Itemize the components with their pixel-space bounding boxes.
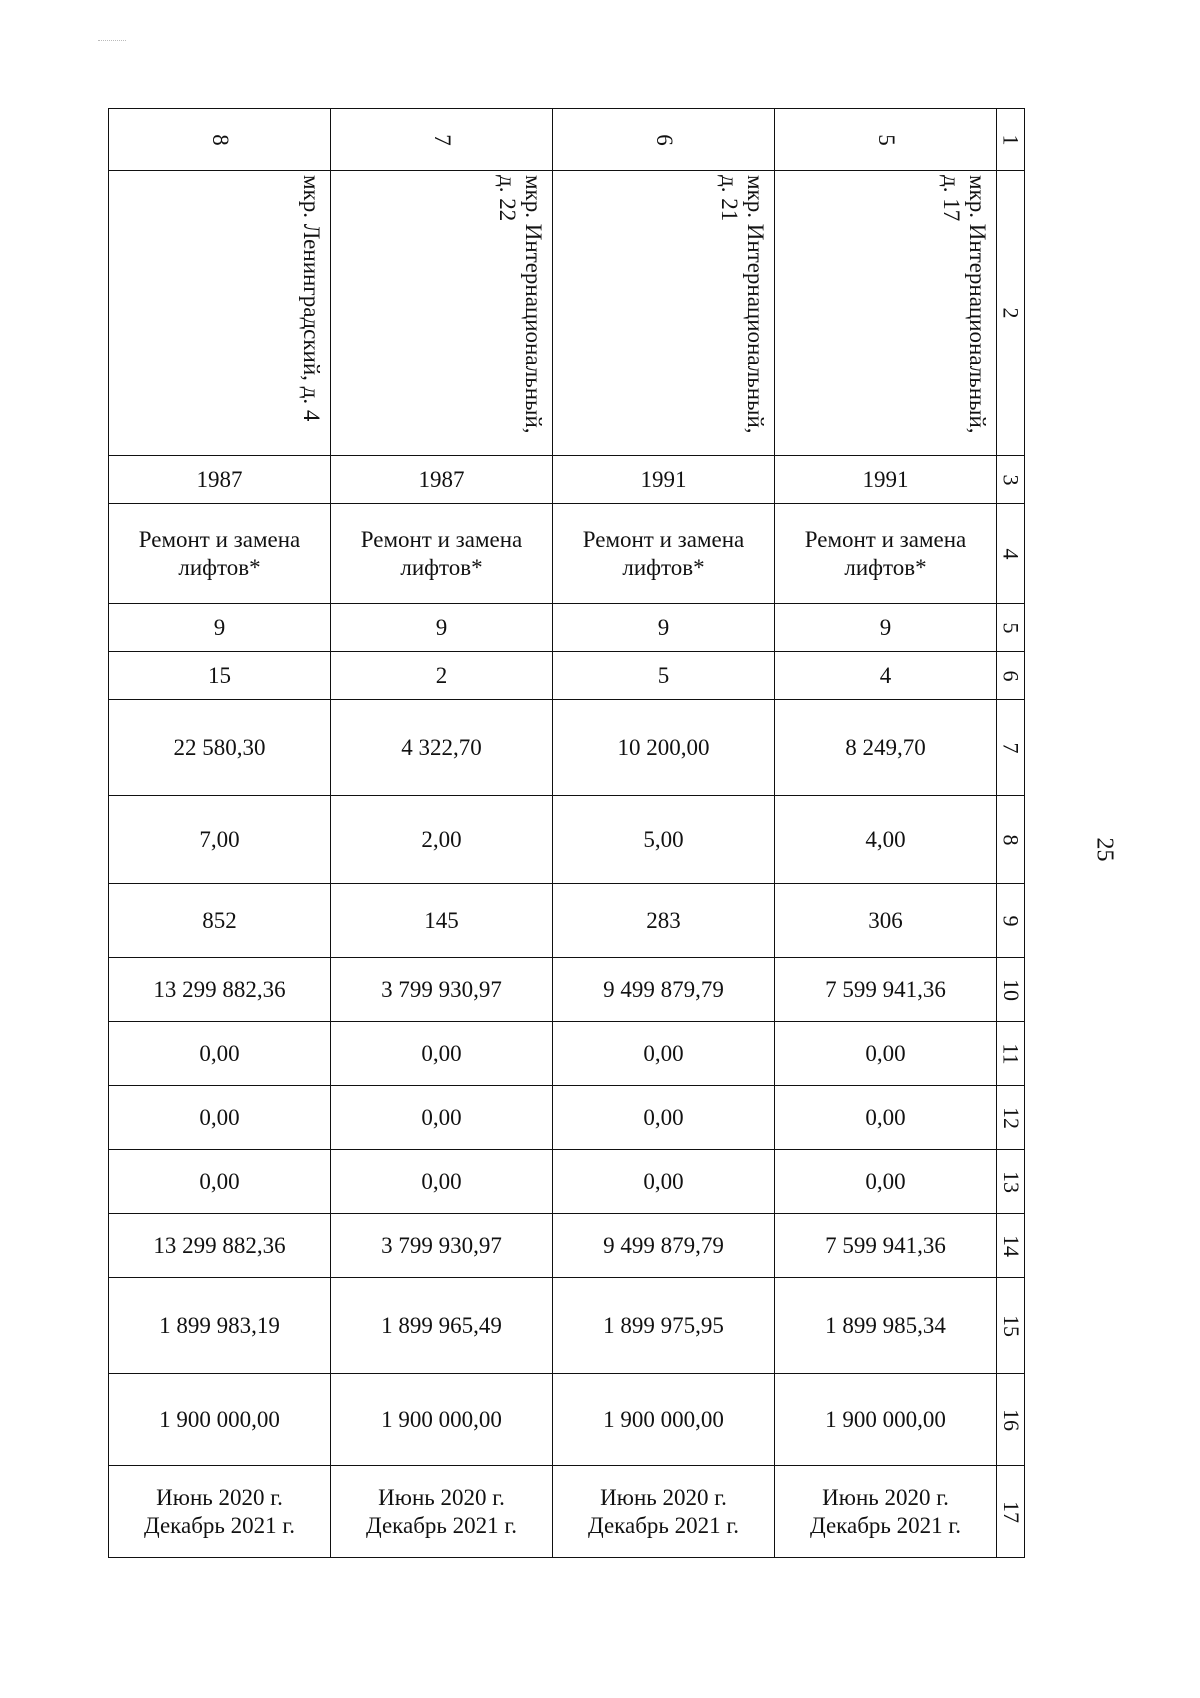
table-cell — [109, 109, 331, 171]
cell-c6: 15 — [109, 652, 331, 700]
cell-c6: 4 — [775, 652, 997, 700]
table-cell — [331, 171, 553, 456]
cell-year: 1987 — [109, 456, 331, 504]
address-text — [494, 175, 546, 434]
column-number-cell — [997, 109, 1025, 171]
cell-c9: 145 — [331, 884, 553, 958]
column-number-cell — [997, 958, 1025, 1022]
table-cell — [109, 171, 331, 456]
cell-c10: 9 499 879,79 — [553, 958, 775, 1022]
cell-c11: 0,00 — [109, 1022, 331, 1086]
cell-c8: 4,00 — [775, 796, 997, 884]
period-end: Декабрь 2021 г. — [366, 1512, 517, 1538]
cell-c10: 13 299 882,36 — [109, 958, 331, 1022]
table-row — [109, 109, 1025, 171]
cell-c6: 5 — [553, 652, 775, 700]
cell-c6: 2 — [331, 652, 553, 700]
column-number: 10 — [998, 978, 1024, 1001]
cell-c11: 0,00 — [775, 1022, 997, 1086]
column-number-cell — [997, 1150, 1025, 1214]
address-line: мкр. Интернациональный, — [521, 175, 546, 434]
cell-c13: 0,00 — [553, 1150, 775, 1214]
table-row — [109, 700, 1025, 796]
cell-c9: 852 — [109, 884, 331, 958]
table-row — [109, 504, 1025, 604]
table-row — [109, 884, 1025, 958]
column-number: 7 — [998, 742, 1024, 753]
address-line: мкр. Ленинградский, д. 4 — [299, 175, 324, 422]
period-end: Декабрь 2021 г. — [810, 1512, 961, 1538]
table-cell — [775, 1466, 997, 1558]
cell-c9: 306 — [775, 884, 997, 958]
column-number: 3 — [998, 474, 1024, 485]
table-row — [109, 652, 1025, 700]
cell-c16: 1 900 000,00 — [775, 1374, 997, 1466]
address-line: мкр. Интернациональный, — [743, 175, 768, 434]
column-number-cell — [997, 652, 1025, 700]
cell-c14: 7 599 941,36 — [775, 1214, 997, 1278]
cell-c10: 3 799 930,97 — [331, 958, 553, 1022]
cell-c12: 0,00 — [553, 1086, 775, 1150]
column-number: 12 — [998, 1106, 1024, 1129]
address-text — [716, 175, 768, 434]
table-row — [109, 1150, 1025, 1214]
column-number: 13 — [998, 1170, 1024, 1193]
page-number: 25 — [1091, 837, 1118, 862]
cell-c14: 3 799 930,97 — [331, 1214, 553, 1278]
table-row — [109, 1278, 1025, 1374]
cell-c14: 13 299 882,36 — [109, 1214, 331, 1278]
column-number: 16 — [998, 1408, 1024, 1431]
table-row — [109, 1022, 1025, 1086]
lift-repair-table — [108, 108, 1025, 1558]
address-text — [938, 175, 990, 434]
address-text — [298, 175, 324, 421]
cell-c16: 1 900 000,00 — [109, 1374, 331, 1466]
address-house: д. 21 — [717, 175, 742, 222]
cell-c7: 22 580,30 — [109, 700, 331, 796]
cell-floors: 9 — [775, 604, 997, 652]
cell-c7: 8 249,70 — [775, 700, 997, 796]
cell-c11: 0,00 — [331, 1022, 553, 1086]
column-number: 8 — [998, 834, 1024, 845]
record-number: 6 — [651, 133, 677, 146]
cell-c11: 0,00 — [553, 1022, 775, 1086]
cell-work: Ремонт и замена лифтов* — [553, 504, 775, 604]
address-house: д. 22 — [495, 175, 520, 222]
column-number-cell — [997, 1466, 1025, 1558]
cell-c10: 7 599 941,36 — [775, 958, 997, 1022]
column-number-cell — [997, 1278, 1025, 1374]
column-number-cell — [997, 796, 1025, 884]
cell-c15: 1 899 985,34 — [775, 1278, 997, 1374]
column-number: 11 — [998, 1042, 1024, 1065]
address-line: мкр. Интернациональный, — [965, 175, 990, 434]
cell-floors: 9 — [109, 604, 331, 652]
cell-c7: 10 200,00 — [553, 700, 775, 796]
cell-c12: 0,00 — [331, 1086, 553, 1150]
column-number: 2 — [998, 307, 1024, 319]
table-row — [109, 1374, 1025, 1466]
cell-year: 1991 — [553, 456, 775, 504]
cell-c16: 1 900 000,00 — [553, 1374, 775, 1466]
period-start: Июнь 2020 г. — [600, 1484, 727, 1510]
cell-c16: 1 900 000,00 — [331, 1374, 553, 1466]
column-number: 15 — [998, 1314, 1024, 1337]
cell-c15: 1 899 983,19 — [109, 1278, 331, 1374]
table-row — [109, 958, 1025, 1022]
cell-c8: 2,00 — [331, 796, 553, 884]
period-end: Декабрь 2021 г. — [144, 1512, 295, 1538]
scan-mark — [98, 40, 126, 43]
table-row — [109, 1214, 1025, 1278]
period-start: Июнь 2020 г. — [822, 1484, 949, 1510]
cell-c9: 283 — [553, 884, 775, 958]
table-cell — [331, 1466, 553, 1558]
cell-c15: 1 899 975,95 — [553, 1278, 775, 1374]
column-number-cell — [997, 1086, 1025, 1150]
column-number: 9 — [998, 915, 1024, 926]
table-row — [109, 604, 1025, 652]
record-number: 8 — [207, 133, 233, 146]
period-start: Июнь 2020 г. — [378, 1484, 505, 1510]
cell-work: Ремонт и замена лифтов* — [775, 504, 997, 604]
table-row — [109, 171, 1025, 456]
column-number-cell — [997, 700, 1025, 796]
cell-c7: 4 322,70 — [331, 700, 553, 796]
cell-c14: 9 499 879,79 — [553, 1214, 775, 1278]
column-number: 4 — [998, 548, 1024, 559]
column-number-cell — [997, 1374, 1025, 1466]
record-number: 7 — [429, 133, 455, 146]
column-number: 17 — [998, 1500, 1024, 1523]
column-number: 14 — [998, 1234, 1024, 1257]
cell-c13: 0,00 — [109, 1150, 331, 1214]
table-cell — [775, 109, 997, 171]
period-end: Декабрь 2021 г. — [588, 1512, 739, 1538]
cell-c12: 0,00 — [775, 1086, 997, 1150]
cell-c8: 5,00 — [553, 796, 775, 884]
column-number-cell — [997, 884, 1025, 958]
table-row — [109, 456, 1025, 504]
table-cell — [109, 1466, 331, 1558]
column-number-cell — [997, 504, 1025, 604]
column-number: 1 — [998, 134, 1024, 145]
cell-work: Ремонт и замена лифтов* — [331, 504, 553, 604]
column-number: 6 — [998, 670, 1024, 681]
column-number-cell — [997, 604, 1025, 652]
cell-c12: 0,00 — [109, 1086, 331, 1150]
cell-floors: 9 — [331, 604, 553, 652]
table-cell — [553, 109, 775, 171]
period-start: Июнь 2020 г. — [156, 1484, 283, 1510]
column-number-cell — [997, 456, 1025, 504]
cell-work: Ремонт и замена лифтов* — [109, 504, 331, 604]
cell-c13: 0,00 — [775, 1150, 997, 1214]
column-number-cell — [997, 1022, 1025, 1086]
cell-year: 1991 — [775, 456, 997, 504]
cell-c13: 0,00 — [331, 1150, 553, 1214]
cell-floors: 9 — [553, 604, 775, 652]
record-number: 5 — [873, 133, 899, 146]
table-row — [109, 1466, 1025, 1558]
column-number-cell — [997, 1214, 1025, 1278]
cell-c15: 1 899 965,49 — [331, 1278, 553, 1374]
table-row — [109, 1086, 1025, 1150]
column-number: 5 — [998, 622, 1024, 633]
table-cell — [553, 171, 775, 456]
table-cell — [775, 171, 997, 456]
table-cell — [553, 1466, 775, 1558]
cell-year: 1987 — [331, 456, 553, 504]
column-number-cell — [997, 171, 1025, 456]
table-row — [109, 796, 1025, 884]
address-house: д. 17 — [939, 175, 964, 222]
table-cell — [331, 109, 553, 171]
cell-c8: 7,00 — [109, 796, 331, 884]
